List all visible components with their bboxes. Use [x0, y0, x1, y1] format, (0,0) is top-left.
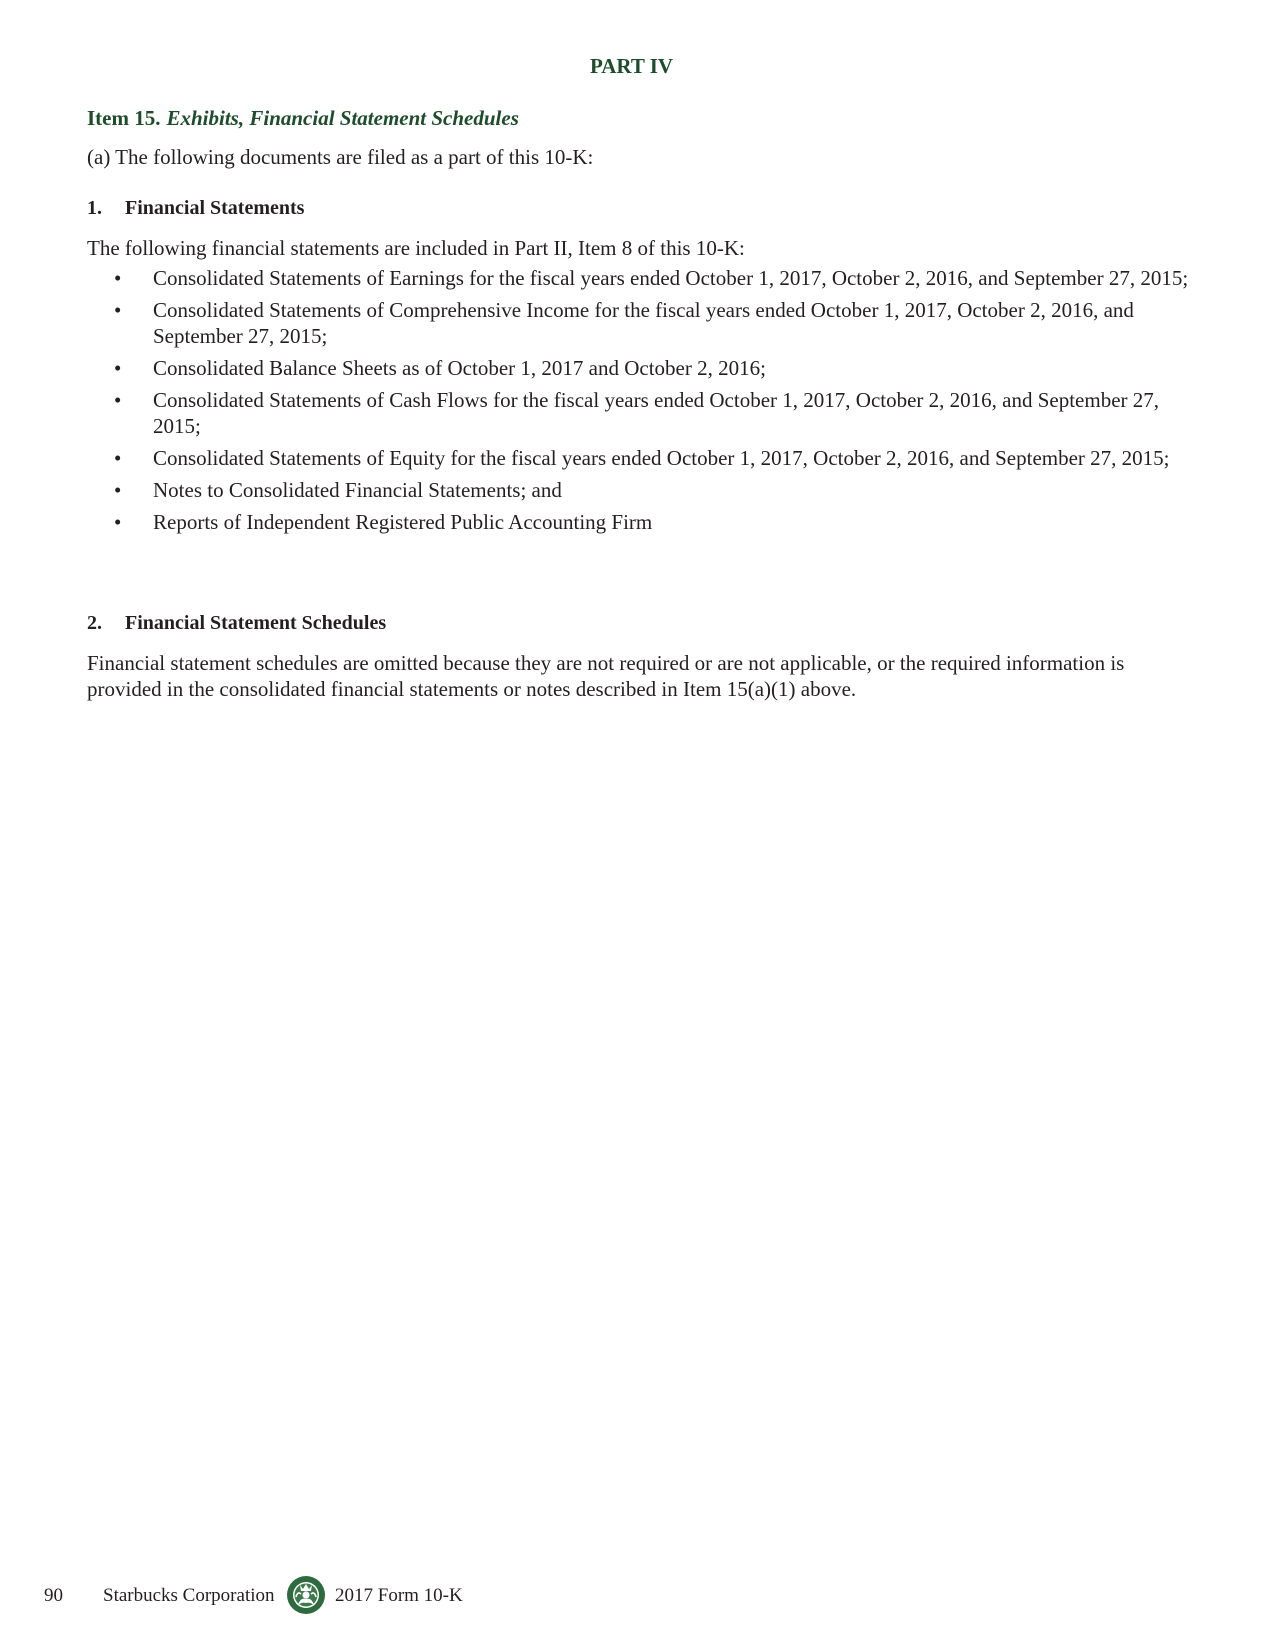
part-heading: PART IV [589, 54, 674, 78]
list-item-text: Notes to Consolidated Financial Statements; and [153, 478, 562, 502]
list-item-text: Consolidated Statements of Earnings for the fiscal years ended October 1, 2017, October 2, 2016, and September 27, 2015; [153, 266, 1189, 290]
bullet-icon: • [114, 266, 122, 290]
list-item [87, 297, 1197, 349]
list-item [87, 477, 1197, 503]
list-item [87, 445, 1197, 471]
section-body-text: Financial statement schedules are omitted because they are not required or are not applicable, or the required information is provided in the consolidated financial statements or notes described in Item 15(a)(1) above. [87, 651, 1125, 701]
section-number: 2. [87, 612, 102, 634]
item-heading [87, 106, 519, 131]
bullet-icon: • [114, 356, 122, 380]
section-heading-schedules [87, 612, 386, 635]
list-item-text: Reports of Independent Registered Public Accounting Firm [153, 510, 653, 534]
starbucks-siren-logo-icon [286, 1575, 326, 1615]
list-item-text: Consolidated Statements of Comprehensive Income for the fiscal years ended October 1, 2017, October 2, 2016, and September 27, 2015; [153, 298, 1134, 348]
intro-text: (a) The following documents are filed as a part of this 10-K: [87, 145, 594, 169]
bullet-icon: • [114, 388, 122, 412]
section-title: Financial Statement Schedules [125, 612, 387, 634]
item-number: Item 15. [87, 106, 161, 130]
bullet-icon: • [114, 510, 122, 534]
section-lead-text: The following financial statements are included in Part II, Item 8 of this 10-K: [87, 236, 745, 260]
page-footer [0, 1575, 1263, 1619]
list-item-text: Consolidated Statements of Cash Flows for the fiscal years ended October 1, 2017, October 2, 2016, and September 27, 2015; [153, 388, 1160, 438]
list-item [87, 509, 1197, 535]
section-heading-financial-statements [87, 197, 304, 220]
bullet-icon: • [114, 446, 122, 470]
bullet-icon: • [114, 478, 122, 502]
section-title: Financial Statements [125, 197, 305, 219]
list-item [87, 387, 1197, 439]
form-label: 2017 Form 10-K [335, 1585, 463, 1606]
list-item-text: Consolidated Statements of Equity for the fiscal years ended October 1, 2017, October 2, 2016, and September 27, 2015; [153, 446, 1170, 470]
financial-statements-list [87, 265, 1197, 541]
section-number: 1. [87, 197, 102, 219]
list-item-text: Consolidated Balance Sheets as of October 1, 2017 and October 2, 2016; [153, 356, 766, 380]
list-item [87, 355, 1197, 381]
bullet-icon: • [114, 298, 122, 322]
company-name: Starbucks Corporation [103, 1585, 275, 1606]
page-number: 90 [44, 1585, 63, 1606]
list-item [87, 265, 1197, 291]
item-title: Exhibits, Financial Statement Schedules [166, 106, 519, 130]
